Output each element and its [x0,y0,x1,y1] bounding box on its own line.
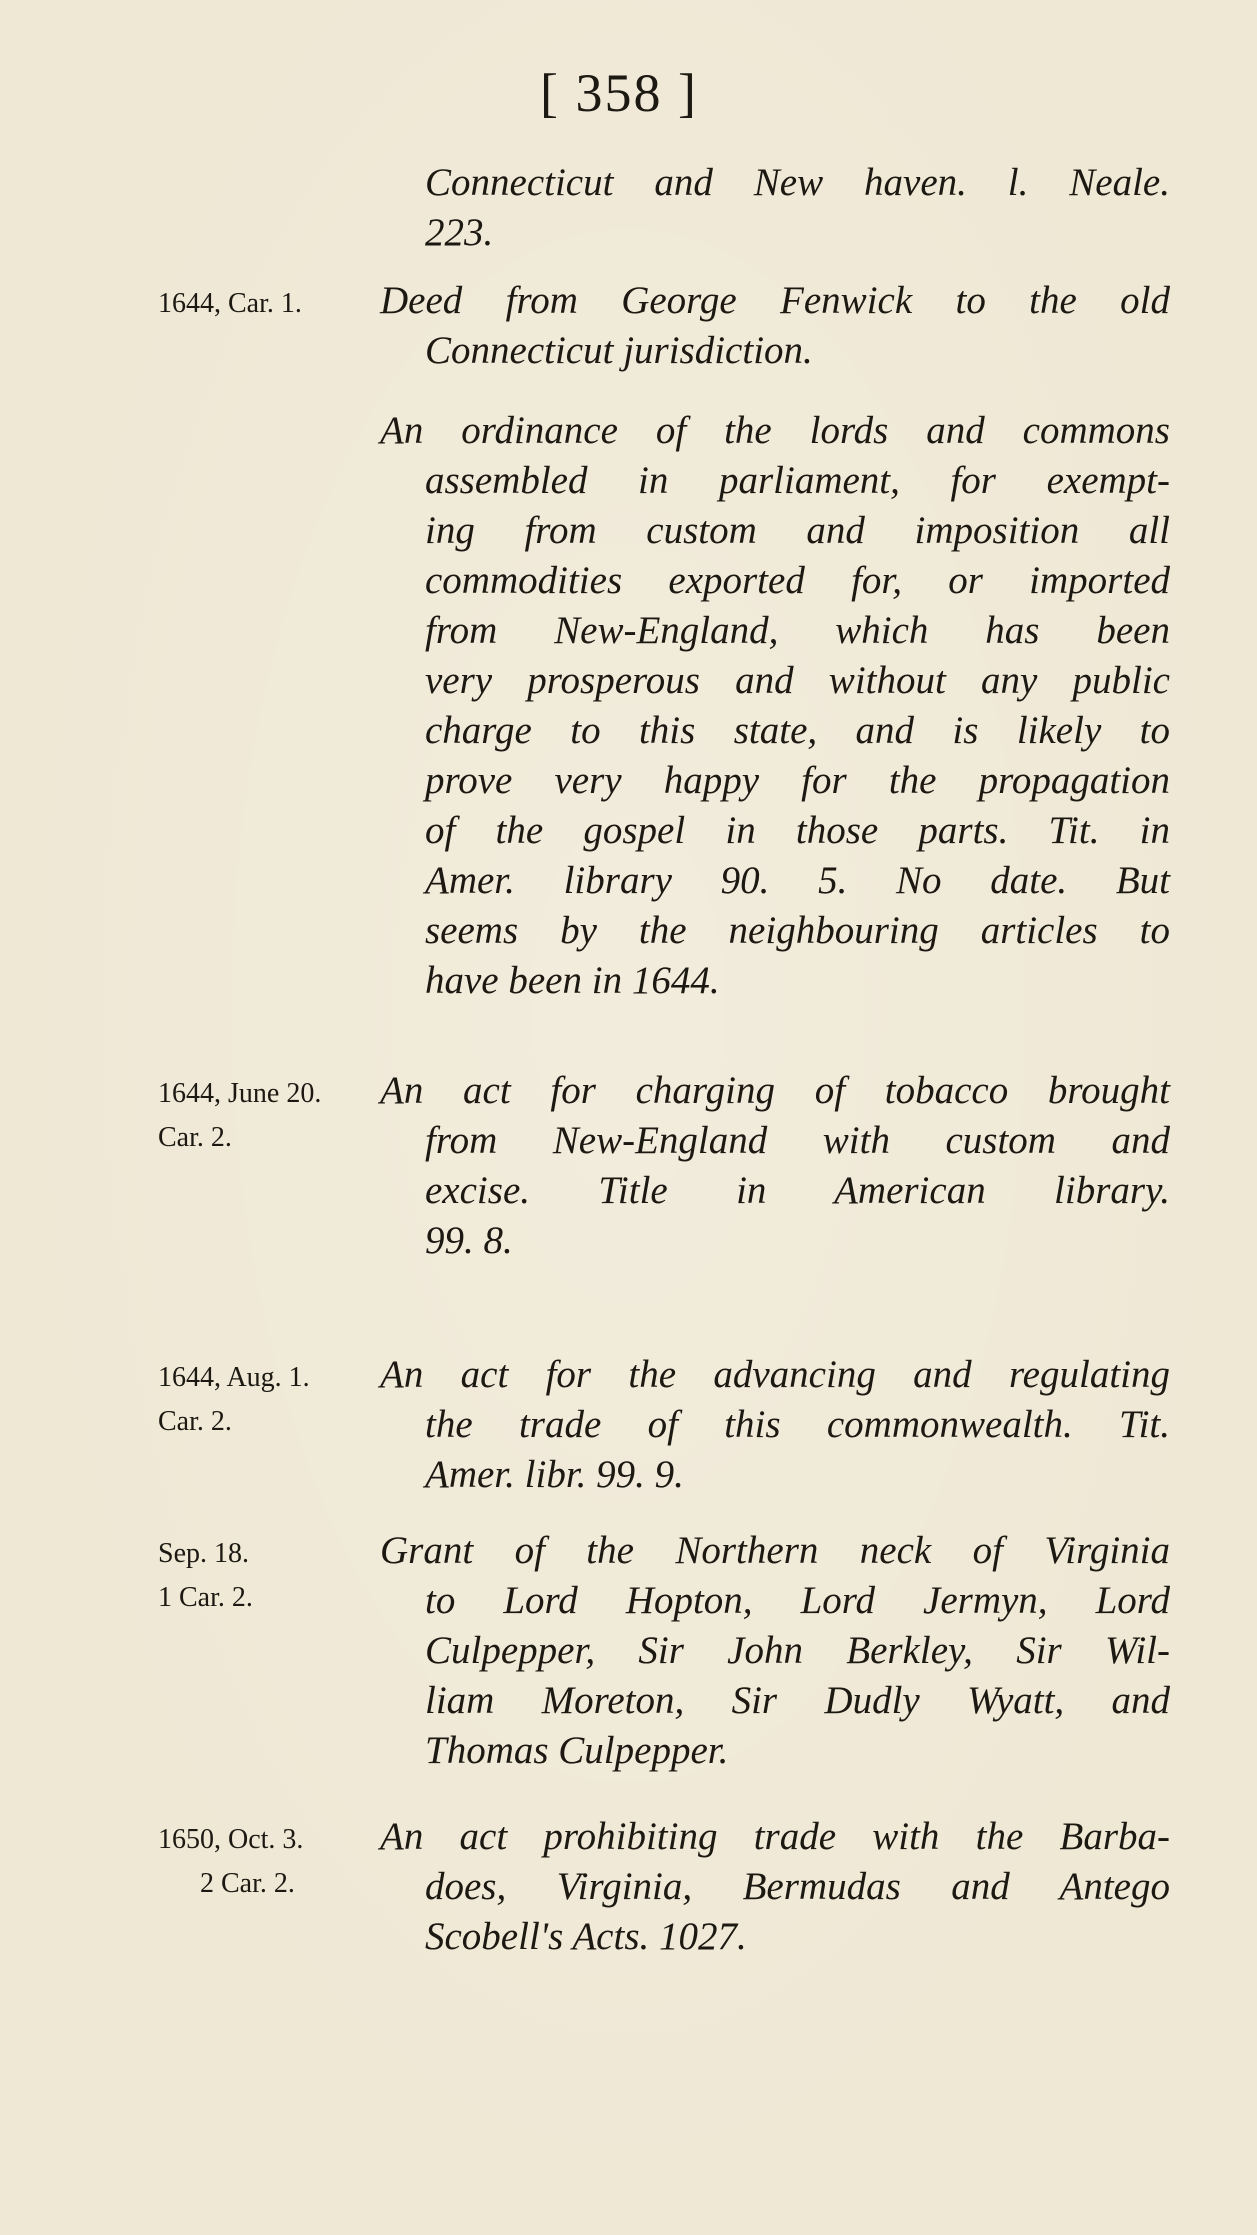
page-number-header: [ 358 ] [540,63,698,123]
entry-line: commodities exported for, or imported [425,559,1170,602]
entry-deed-fenwick [380,276,1170,376]
entry-line: Deed from George Fenwick to the old [380,279,1170,322]
entry-line: An act for the advancing and regulating [380,1353,1170,1396]
entry-line: An ordinance of the lords and commons [380,409,1170,452]
entry-line: prove very happy for the propagation [425,759,1170,802]
margin-regnal-year: Car. 2. [158,1122,232,1153]
entry-line: liam Moreton, Sir Dudly Wyatt, and [425,1679,1170,1722]
entry-line: from New-England with custom and [425,1119,1170,1162]
margin-note-1644-june [158,1072,368,1160]
entry-line: from New-England, which has been [425,609,1170,652]
entry-act-trade-commonwealth [380,1350,1170,1500]
entry-act-prohibiting-trade [380,1812,1170,1962]
margin-regnal-year: 1 Car. 2. [158,1582,253,1613]
entry-line: to Lord Hopton, Lord Jermyn, Lord [425,1579,1170,1622]
entry-act-tobacco [380,1066,1170,1266]
margin-date: 1644, Car. 1. [158,288,302,319]
entry-line: Thomas Culpepper. [425,1729,729,1772]
margin-note-1644-aug [158,1356,368,1444]
entry-line: charge to this state, and is likely to [425,709,1170,752]
entry-grant-northern-neck [380,1526,1170,1776]
margin-date: 1644, Aug. 1. [158,1362,310,1393]
entry-line: assembled in parliament, for exempt- [425,459,1170,502]
margin-note-1644-car1 [158,282,368,326]
entry-line: Culpepper, Sir John Berkley, Sir Wil- [425,1629,1170,1672]
entry-line: Connecticut jurisdiction. [425,329,813,372]
margin-regnal-year: 2 Car. 2. [200,1868,295,1899]
entry-line: have been in 1644. [425,959,720,1002]
entry-line: Grant of the Northern neck of Virginia [380,1529,1170,1572]
entry-line: Amer. library 90. 5. No date. But [425,859,1170,902]
entry-line: 223. [425,211,494,254]
entry-line: Amer. libr. 99. 9. [425,1453,684,1496]
entry-connecticut-new-haven [380,158,1170,258]
entry-line: An act for charging of tobacco brought [380,1069,1170,1112]
margin-note-sep-18 [158,1532,368,1620]
entry-line: Scobell's Acts. 1027. [425,1915,747,1958]
entry-line: excise. Title in American library. [425,1169,1170,1212]
margin-note-1650-oct [158,1818,368,1906]
margin-regnal-year: Car. 2. [158,1406,232,1437]
entry-line: Connecticut and New haven. l. Neale. [425,161,1170,204]
entry-line: very prosperous and without any public [425,659,1170,702]
entry-line: the trade of this commonwealth. Tit. [425,1403,1170,1446]
entry-ordinance-lords-commons [380,406,1170,1006]
margin-date: 1650, Oct. 3. [158,1824,304,1855]
entry-line: seems by the neighbouring articles to [425,909,1170,952]
entry-line: of the gospel in those parts. Tit. in [425,809,1170,852]
margin-date: 1644, June 20. [158,1078,322,1109]
entry-line: An act prohibiting trade with the Barba- [380,1815,1170,1858]
entry-line: ing from custom and imposition all [425,509,1170,552]
margin-date: Sep. 18. [158,1538,249,1569]
entry-line: 99. 8. [425,1219,513,1262]
entry-line: does, Virginia, Bermudas and Antego [425,1865,1170,1908]
